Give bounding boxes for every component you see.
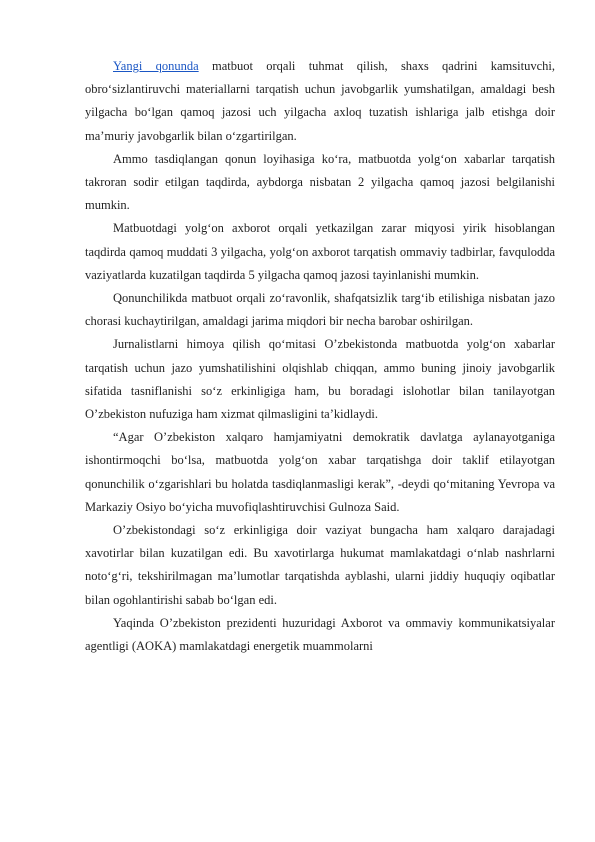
paragraph-1-text: matbuot orqali tuhmat qilish, shaxs qadrini kamsituvchi, obro‘sizlantiruvchi materiallarni tarqatish uchun javobgarlik yumshatilgan, amaldagi besh yilgacha bo‘lgan qamoq jazosi uch yilgacha axloq tuzatish ishlariga jalb etishga doir ma’muriy javobgarlik bilan o‘zgartirilgan.	[85, 59, 555, 143]
paragraph-1	[85, 55, 555, 148]
paragraph-2: Ammo tasdiqlangan qonun loyihasiga ko‘ra, matbuotda yolg‘on xabarlar tarqatish takroran sodir etilgan taqdirda, aybdorga nisbatan 2 yilgacha qamoq jazosi belgilanishi mumkin.	[85, 151, 555, 213]
paragraph-5: Jurnalistlarni himoya qilish qo‘mitasi O’zbekistonda matbuotda yolg‘on xabarlar tarqatish uchun jazo yumshatilishini olqishlab chiqqan, ammo buning jinoiy javobgarlik sifatida tasniflanishi so‘z erkinligiga ham, bu boradagi islohotlar bilan tanilayotgan O’zbekiston nufuziga ham xizmat qilmasligini ta’kidlaydi.	[85, 337, 555, 422]
yangi-qonunda-link[interactable]: Yangi qonunda	[113, 59, 199, 73]
paragraph-4: Qonunchilikda matbuot orqali zo‘ravonlik, shafqatsizlik targ‘ib etilishiga nisbatan jazo chorasi kuchaytirilgan, amaldagi jarima miqdori bir necha barobar oshirilgan.	[85, 291, 555, 329]
paragraph-3: Matbuotdagi yolg‘on axborot orqali yetkazilgan zarar miqyosi yirik hisoblangan taqdirda qamoq muddati 3 yilgacha, yolg‘on axborot tarqatish ommaviy tadbirlar, favqulodda vaziyatlarda kuzatilgan taqdirda 5 yilgacha qamoq jazosi tayinlanishi mumkin.	[85, 221, 555, 282]
article-body	[85, 55, 555, 658]
paragraph-7: O’zbekistondagi so‘z erkinligiga doir vaziyat bungacha ham xalqaro darajadagi xavotirlar bilan kuzatilgan edi. Bu xavotirlarga hukumat mamlakatdagi o‘nlab nashrlarni noto‘g‘ri, tekshirilmagan ma’lumotlar tarqatishda ayblashi, ularni jiddiy huquqiy oqibatlar bilan ogohlantirishi sabab bo‘lgan edi.	[85, 523, 555, 607]
paragraph-8: Yaqinda O’zbekiston prezidenti huzuridagi Axborot va ommaviy kommunikatsiyalar agentligi (AOKA) mamlakatdagi energetik muammolarni	[85, 615, 555, 654]
paragraph-6: “Agar O’zbekiston xalqaro hamjamiyatni demokratik davlatga aylanayotganiga ishontirmoqchi bo‘lsa, matbuotda yolg‘on xabar tarqatishga doir taklif etilayotgan qonunchilik o‘zgarishlari bu holatda tasdiqlanmasligi kerak”, -deydi qo‘mitaning Yevropa va Markaziy Osiyo bo‘yicha muvofiqlashtiruvchisi Gulnoza Said.	[85, 430, 555, 514]
